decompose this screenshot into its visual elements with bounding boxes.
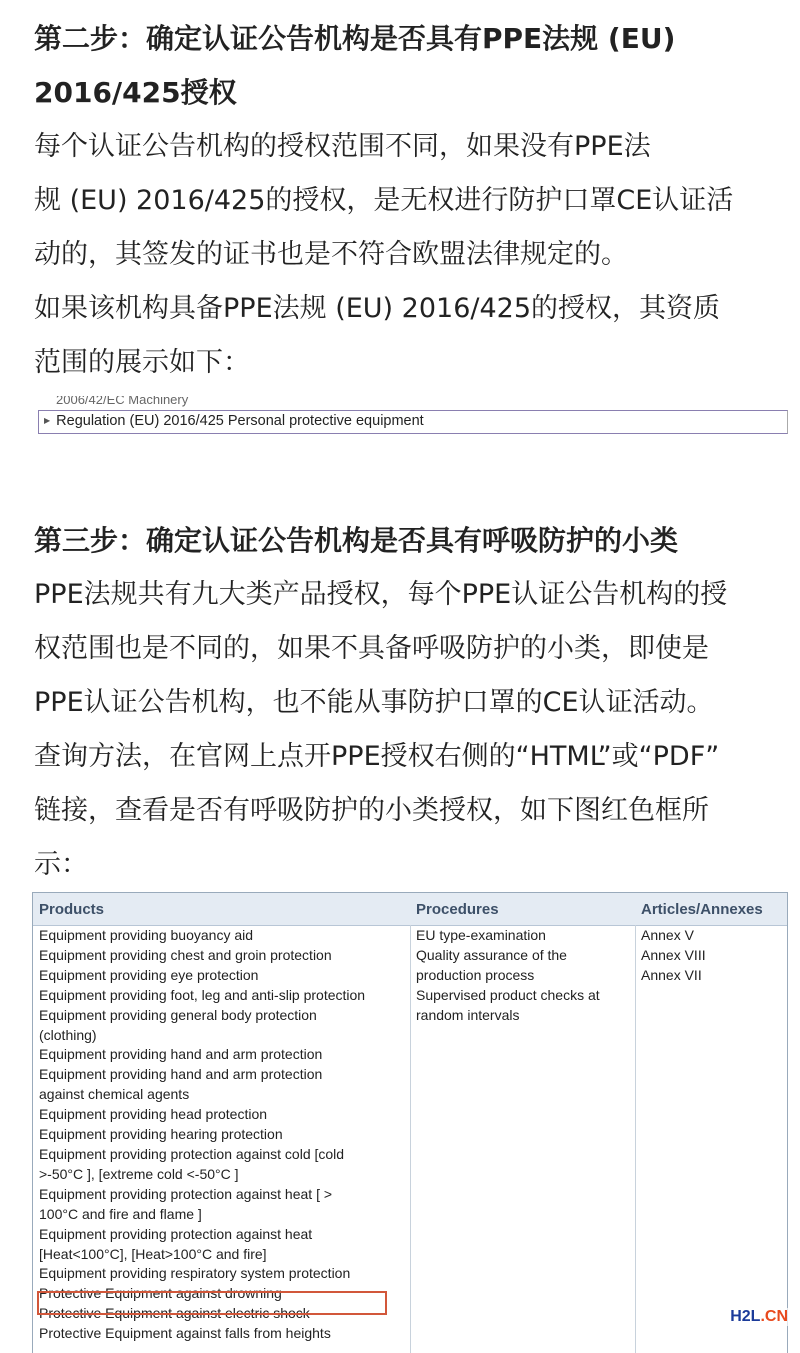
annex-line: Annex VII xyxy=(641,966,702,983)
text-line: 范围的展示如下： xyxy=(34,347,250,378)
procedure-line: production process xyxy=(416,966,535,983)
header-articles-annexes: Articles/Annexes xyxy=(641,901,763,918)
step2-paragraph-2 xyxy=(34,282,790,390)
text-line: 权范围也是不同的，如果不具备呼吸防护的小类，即使是 xyxy=(34,633,709,664)
respiratory-highlight-box xyxy=(37,1291,387,1315)
product-line: Equipment providing protection against heat xyxy=(39,1225,313,1242)
product-line: [Heat<100°C], [Heat>100°C and fire] xyxy=(39,1245,267,1262)
annex-line: Annex V xyxy=(641,927,694,943)
procedures-column xyxy=(411,925,636,1353)
step3-paragraph-2 xyxy=(34,730,790,892)
step3-section xyxy=(34,514,790,892)
products-table xyxy=(32,892,788,1353)
procedure-line: Supervised product checks at xyxy=(416,986,600,1003)
text-line: 示： xyxy=(34,849,88,880)
product-line: Equipment providing hand and arm protection xyxy=(39,1046,323,1063)
text-line: 规 (EU) 2016/425的授权，是无权进行防护口罩CE认证活 xyxy=(34,185,734,216)
product-line: Equipment providing protection against heat [ > xyxy=(39,1185,333,1202)
step3-title: 第三步：确定认证公告机构是否具有呼吸防护的小类 xyxy=(34,524,679,557)
product-line: Equipment providing hearing protection xyxy=(39,1126,283,1143)
regulation-item xyxy=(44,413,424,429)
text-line: 如果该机构具备PPE法规 (EU) 2016/425的授权，其资质 xyxy=(34,293,721,324)
text-line: PPE法规共有九大类产品授权，每个PPE认证公告机构的授 xyxy=(34,579,728,610)
annex-line: Annex VIII xyxy=(641,946,706,963)
table-header xyxy=(33,893,787,926)
product-line: Equipment providing general body protection xyxy=(39,1006,317,1023)
product-line: Equipment providing chest and groin protection xyxy=(39,946,332,963)
product-line: (clothing) xyxy=(39,1026,97,1043)
text-line: 每个认证公告机构的授权范围不同，如果没有PPE法 xyxy=(34,131,651,162)
watermark-part1: H2L xyxy=(730,1308,761,1325)
expand-triangle-icon: ▶ xyxy=(44,416,51,425)
product-line: 100°C and fire and flame ] xyxy=(39,1205,202,1222)
text-line: 链接，查看是否有呼吸防护的小类授权，如下图红色框所 xyxy=(34,795,709,826)
procedure-line: EU type-examination xyxy=(416,927,546,943)
annexes-column xyxy=(636,925,787,1353)
product-line: >-50°C ], [extreme cold <-50°C ] xyxy=(39,1165,239,1182)
products-column xyxy=(33,925,411,1353)
procedure-line: Quality assurance of the xyxy=(416,946,567,963)
regulation-screenshot xyxy=(38,396,796,440)
regulation-label: Regulation (EU) 2016/425 Personal protective equipment xyxy=(56,413,424,429)
text-line: 动的，其签发的证书也是不符合欧盟法律规定的。 xyxy=(34,239,628,270)
watermark-part2: .CN xyxy=(760,1308,788,1325)
product-line: Equipment providing head protection xyxy=(39,1106,268,1123)
product-line: Equipment providing eye protection xyxy=(39,966,259,983)
step2-title-line2: 2016/425授权 xyxy=(34,76,237,109)
product-line: Equipment providing buoyancy aid xyxy=(39,927,254,943)
step3-paragraph-1 xyxy=(34,568,790,730)
step2-title-line1: 第二步：确定认证公告机构是否具有PPE法规 (EU) xyxy=(34,22,676,55)
site-watermark xyxy=(728,1308,790,1326)
cut-off-text: 2006/42/EC Machinery xyxy=(56,396,189,407)
product-line: Protective Equipment against drowning xyxy=(39,1285,282,1302)
product-line: Equipment providing respiratory system protection xyxy=(39,1265,351,1282)
step2-section xyxy=(34,12,790,390)
product-line: Protective Equipment against falls from heights xyxy=(39,1325,331,1342)
product-line: Equipment providing hand and arm protection xyxy=(39,1066,323,1083)
procedure-line: random intervals xyxy=(416,1006,520,1023)
text-line: 查询方法，在官网上点开PPE授权右侧的“HTML”或“PDF” xyxy=(34,741,720,772)
step2-paragraph-1 xyxy=(34,120,790,282)
product-line: Equipment providing foot, leg and anti-slip protection xyxy=(39,986,366,1003)
product-line: against chemical agents xyxy=(39,1086,190,1103)
product-line: Equipment providing protection against cold [cold xyxy=(39,1145,345,1162)
header-procedures: Procedures xyxy=(416,901,499,918)
header-products: Products xyxy=(39,901,105,918)
product-line: Protective Equipment against electric shock xyxy=(39,1305,310,1322)
text-line: PPE认证公告机构，也不能从事防护口罩的CE认证活动。 xyxy=(34,687,714,718)
